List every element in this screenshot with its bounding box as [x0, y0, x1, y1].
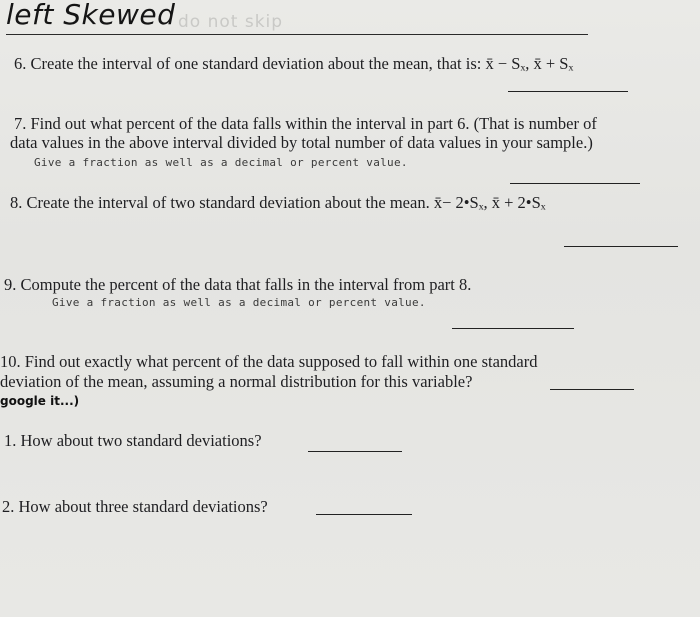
answer-blank-q7[interactable]	[510, 183, 640, 184]
answer-blank-q11[interactable]	[308, 451, 402, 452]
answer-blank-q10[interactable]	[550, 389, 634, 390]
question-9: 9. Compute the percent of the data that falls in the interval from part 8.	[4, 275, 472, 294]
question-11: 1. How about two standard deviations?	[4, 431, 262, 450]
question-12: 2. How about three standard deviations?	[2, 497, 268, 516]
question-10-line-1: 10. Find out exactly what percent of the data supposed to fall within one standard	[0, 352, 538, 371]
question-7-handwritten-note: Give a fraction as well as a decimal or percent value.	[34, 156, 408, 169]
question-9-handwritten-note: Give a fraction as well as a decimal or percent value.	[52, 296, 426, 309]
handwritten-title: left Skewed	[6, 0, 176, 31]
answer-blank-q8[interactable]	[564, 246, 678, 247]
title-underline	[6, 34, 588, 35]
question-7-line-2: data values in the above interval divided by total number of data values in your sample.)	[10, 133, 593, 152]
question-8: 8. Create the interval of two standard deviation about the mean. x̄− 2•Sₓ, x̄ + 2•Sₓ	[10, 193, 546, 212]
question-10-handwritten-note: google it...)	[0, 394, 80, 408]
answer-blank-q12[interactable]	[316, 514, 412, 515]
question-6: 6. Create the interval of one standard deviation about the mean, that is: x̄ − Sₓ, x̄ + Sₓ	[14, 54, 574, 73]
question-7-line-1: 7. Find out what percent of the data falls within the interval in part 6. (That is number of	[14, 114, 597, 133]
faint-bleed-through-text: do not skip	[178, 12, 284, 32]
question-10-line-2: deviation of the mean, assuming a normal distribution for this variable?	[0, 372, 473, 391]
answer-blank-q9[interactable]	[452, 328, 574, 329]
answer-blank-q6[interactable]	[508, 91, 628, 92]
